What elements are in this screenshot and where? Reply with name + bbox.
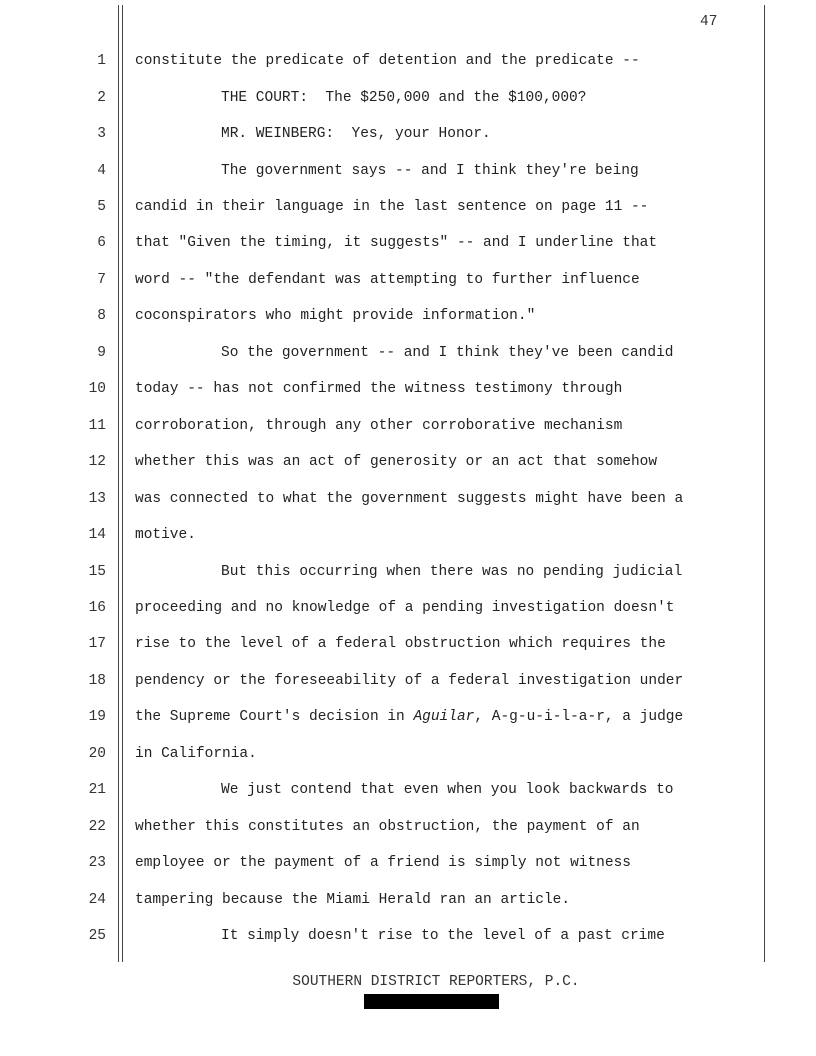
line-number: 3 — [97, 126, 106, 142]
footer — [0, 974, 816, 990]
transcript-line — [0, 561, 816, 583]
line-text — [135, 706, 683, 728]
line-text: coconspirators who might provide information." — [135, 308, 536, 324]
line-text: It simply doesn't rise to the level of a past crime — [221, 928, 665, 944]
line-number: 5 — [97, 199, 106, 215]
transcript-line — [0, 160, 816, 182]
transcript-line — [0, 816, 816, 838]
transcript-line — [0, 779, 816, 801]
line-number: 13 — [88, 491, 106, 507]
line-text: candid in their language in the last sentence on page 11 -- — [135, 199, 649, 215]
line-text: We just contend that even when you look backwards to — [221, 782, 674, 798]
transcript-line — [0, 670, 816, 692]
line-number: 14 — [88, 527, 106, 543]
line-text: MR. WEINBERG: Yes, your Honor. — [221, 126, 491, 142]
line-number: 8 — [97, 308, 106, 324]
transcript-line — [0, 633, 816, 655]
line-number: 9 — [97, 345, 106, 361]
line-number: 20 — [88, 746, 106, 762]
line-text: in California. — [135, 746, 257, 762]
page-number: 47 — [700, 14, 718, 30]
line-number: 25 — [88, 928, 106, 944]
line-number: 17 — [88, 636, 106, 652]
case-name-italic: Aguilar — [413, 709, 475, 725]
line-number: 6 — [97, 235, 106, 251]
line-text: tampering because the Miami Herald ran an article. — [135, 892, 571, 908]
line-number: 19 — [88, 709, 106, 725]
line-number: 10 — [88, 381, 106, 397]
line-text: constitute the predicate of detention and the predicate -- — [135, 53, 640, 69]
line-text-after: , A-g-u-i-l-a-r, a judge — [474, 709, 684, 725]
line-number: 4 — [97, 163, 106, 179]
line-text: The government says -- and I think they're being — [221, 163, 639, 179]
line-text: motive. — [135, 527, 196, 543]
line-number: 16 — [88, 600, 106, 616]
transcript-line — [0, 889, 816, 911]
transcript-line — [0, 378, 816, 400]
reporter-footer: SOUTHERN DISTRICT REPORTERS, P.C. — [292, 974, 580, 990]
transcript-line — [0, 597, 816, 619]
transcript-line — [0, 852, 816, 874]
line-text: word -- "the defendant was attempting to further influence — [135, 272, 640, 288]
line-number: 2 — [97, 90, 106, 106]
transcript-line — [0, 524, 816, 546]
line-text: But this occurring when there was no pending judicial — [221, 564, 683, 580]
line-text: proceeding and no knowledge of a pending investigation doesn't — [135, 600, 675, 616]
line-text: pendency or the foreseeability of a federal investigation under — [135, 673, 684, 689]
line-text: employee or the payment of a friend is simply not witness — [135, 855, 631, 871]
line-text: was connected to what the government suggests might have been a — [135, 491, 684, 507]
transcript-line — [0, 305, 816, 327]
transcript-line — [0, 706, 816, 728]
line-number: 11 — [88, 418, 106, 434]
line-number: 24 — [88, 892, 106, 908]
line-text: corroboration, through any other corroborative mechanism — [135, 418, 623, 434]
line-text: whether this was an act of generosity or an act that somehow — [135, 454, 658, 470]
line-number: 1 — [97, 53, 106, 69]
line-number: 21 — [88, 782, 106, 798]
transcript-line — [0, 488, 816, 510]
line-number: 12 — [88, 454, 106, 470]
line-text-before: the Supreme Court's decision in — [135, 709, 414, 725]
transcript-line — [0, 196, 816, 218]
line-text: whether this constitutes an obstruction, the payment of an — [135, 819, 640, 835]
line-text: today -- has not confirmed the witness testimony through — [135, 381, 623, 397]
transcript-line — [0, 415, 816, 437]
transcript-line — [0, 743, 816, 765]
line-text: that "Given the timing, it suggests" -- and I underline that — [135, 235, 658, 251]
line-number: 7 — [97, 272, 106, 288]
transcript-line — [0, 50, 816, 72]
line-number: 18 — [88, 673, 106, 689]
line-number: 15 — [88, 564, 106, 580]
transcript-line — [0, 232, 816, 254]
transcript-line — [0, 451, 816, 473]
transcript-line — [0, 123, 816, 145]
line-text: rise to the level of a federal obstruction which requires the — [135, 636, 666, 652]
transcript-line — [0, 925, 816, 947]
transcript-line — [0, 269, 816, 291]
transcript-line — [0, 87, 816, 109]
transcript-line — [0, 342, 816, 364]
redaction-bar — [364, 994, 499, 1009]
line-number: 23 — [88, 855, 106, 871]
line-text: So the government -- and I think they've been candid — [221, 345, 674, 361]
line-text: THE COURT: The $250,000 and the $100,000? — [221, 90, 587, 106]
line-number: 22 — [88, 819, 106, 835]
